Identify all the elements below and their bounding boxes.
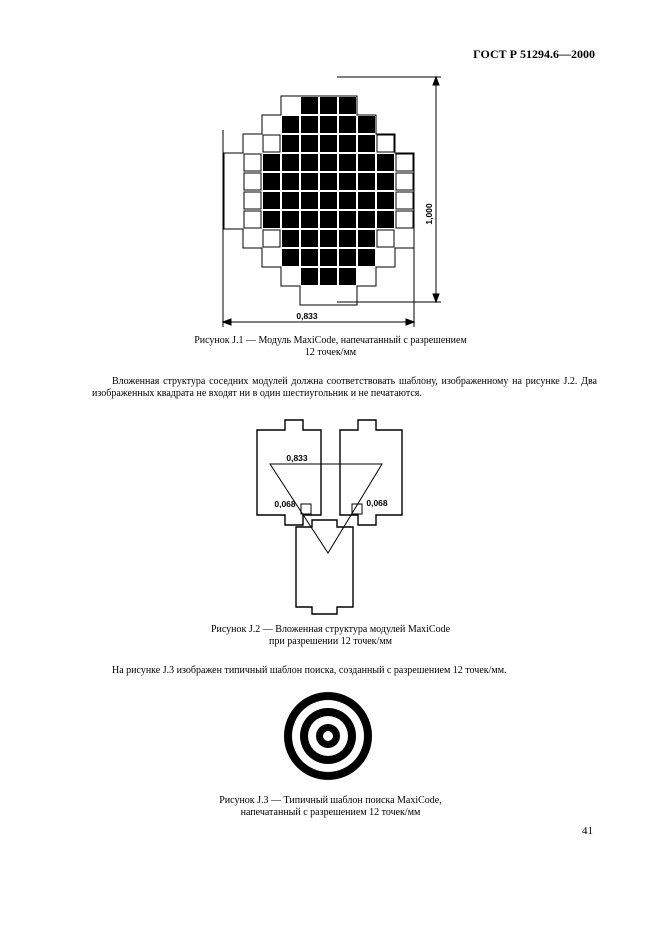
module-dot-black	[358, 249, 375, 266]
module-dot-black	[301, 249, 318, 266]
module-dot-black	[377, 211, 394, 228]
module-dot-black	[339, 268, 356, 285]
module-dot-black	[301, 211, 318, 228]
paragraph-2: На рисунке J.3 изображен типичный шаблон поиска, созданный с разрешением 12 точек/мм.	[112, 665, 507, 676]
figure-j2-left-label: 0,068	[274, 499, 296, 509]
figure-j1-caption-line2: 12 точек/мм	[304, 347, 357, 358]
module-dot-black	[320, 211, 337, 228]
module-dot-black	[339, 173, 356, 190]
module-dot-black	[358, 192, 375, 209]
module-dot-black	[263, 192, 280, 209]
module-dot-white	[396, 154, 413, 171]
module-dot-white	[263, 230, 280, 247]
module-dot-white	[377, 135, 394, 152]
module-dot-black	[377, 192, 394, 209]
module-dot-black	[301, 97, 318, 114]
module-dot-black	[301, 268, 318, 285]
module-dot-black	[358, 154, 375, 171]
module-dot-white	[244, 154, 261, 171]
module-dot-black	[320, 116, 337, 133]
module-dot-black	[339, 249, 356, 266]
module-dot-black	[339, 211, 356, 228]
module-outline-right	[340, 420, 402, 525]
figure-j3-caption-line2: напечатанный с разрешением 12 точек/мм	[240, 807, 421, 818]
module-dot-white	[377, 230, 394, 247]
module-dot-black	[282, 192, 299, 209]
figure-j2-nested-modules	[257, 420, 402, 614]
module-dot-black	[282, 173, 299, 190]
module-dot-black	[339, 116, 356, 133]
standard-header: ГОСТ Р 51294.6—2000	[473, 47, 595, 61]
module-dot-black	[263, 173, 280, 190]
module-dot-black	[320, 97, 337, 114]
module-dot-black	[282, 249, 299, 266]
module-dot-white	[244, 192, 261, 209]
figure-j2-caption-line1: Рисунок J.2 — Вложенная структура модулей MaxiCode	[210, 624, 451, 635]
module-dot-white	[396, 192, 413, 209]
figure-j3-caption-line1: Рисунок J.3 — Типичный шаблон поиска MaxiCode,	[219, 795, 442, 806]
module-dot-black	[339, 230, 356, 247]
module-dot-black	[282, 154, 299, 171]
module-dot-white	[396, 211, 413, 228]
module-dot-black	[339, 97, 356, 114]
figure-j3-caption	[0, 795, 661, 819]
figure-j1-height-label: 1,000	[424, 203, 434, 225]
module-dot-black	[358, 173, 375, 190]
module-dot-black	[282, 135, 299, 152]
module-dot-black	[377, 154, 394, 171]
module-dot-black	[320, 230, 337, 247]
module-dot-black	[358, 135, 375, 152]
module-dot-black	[320, 192, 337, 209]
figure-j1-module-grid	[224, 96, 414, 305]
figure-j1-caption	[0, 335, 661, 359]
module-dot-white	[244, 211, 261, 228]
module-outline-bottom	[296, 520, 353, 614]
module-dot-black	[358, 230, 375, 247]
figure-j2-caption	[0, 624, 661, 648]
module-dot-black	[301, 192, 318, 209]
figure-j1-width-label: 0,833	[296, 311, 318, 321]
module-dot-white	[244, 173, 261, 190]
figure-j3-finder-pattern	[284, 692, 372, 780]
module-dot-black	[282, 116, 299, 133]
module-dot-black	[320, 268, 337, 285]
module-dot-black	[301, 173, 318, 190]
module-dot-black	[339, 135, 356, 152]
figure-j2-caption-line2: при разрешении 12 точек/мм	[269, 636, 392, 647]
module-dot-black	[358, 116, 375, 133]
module-dot-black	[339, 192, 356, 209]
module-dot-black	[282, 211, 299, 228]
module-dot-white	[263, 135, 280, 152]
figure-j2-right-label: 0,068	[366, 498, 388, 508]
module-dot-black	[377, 173, 394, 190]
page-number: 41	[582, 825, 593, 837]
module-dot-black	[320, 249, 337, 266]
module-dot-black	[320, 154, 337, 171]
module-dot-black	[263, 154, 280, 171]
module-dot-black	[320, 135, 337, 152]
module-dot-black	[301, 230, 318, 247]
module-dot-black	[358, 211, 375, 228]
module-dot-black	[301, 116, 318, 133]
figure-j2-top-label: 0,833	[286, 453, 308, 463]
paragraph-1: Вложенная структура соседних модулей должна соответствовать шаблону, изображенному на рисунке J.2. Два изображенных квадрата не входят ни в один шестиугольник и не печатаются.	[92, 376, 597, 399]
module-dot-black	[320, 173, 337, 190]
module-dot-black	[263, 211, 280, 228]
module-dot-black	[339, 154, 356, 171]
module-dot-black	[282, 230, 299, 247]
module-dot-white	[396, 173, 413, 190]
module-dot-black	[301, 135, 318, 152]
module-dot-black	[301, 154, 318, 171]
figure-j1-caption-line1: Рисунок J.1 — Модуль MaxiCode, напечатанный с разрешением	[194, 335, 467, 346]
